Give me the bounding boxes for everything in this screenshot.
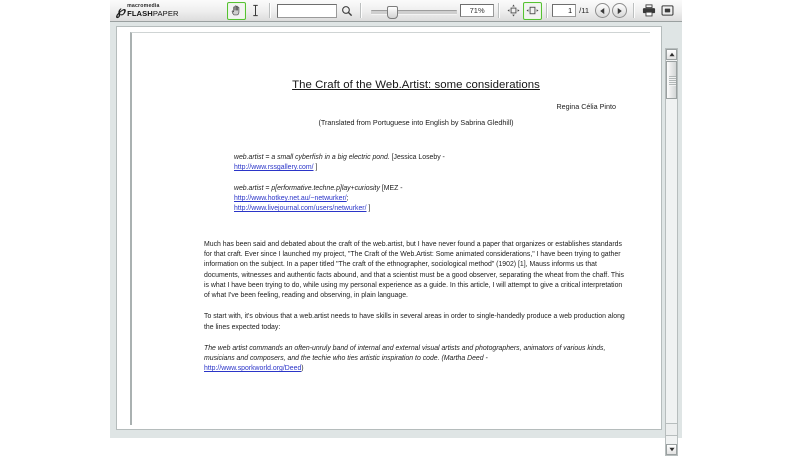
link-rssgallery[interactable]: http://www.rssgallery.com/	[234, 164, 314, 171]
print-button[interactable]	[639, 2, 658, 20]
save-disk-icon	[661, 4, 674, 17]
document-title: The Craft of the Web.Artist: some considerations	[292, 79, 540, 91]
text-select-tool-button[interactable]	[246, 2, 265, 20]
document-content	[204, 79, 628, 385]
hand-icon	[230, 4, 243, 17]
up-triangle-icon	[669, 52, 675, 57]
quote-martha-deed-text: The web artist commands an often-unruly band of internal and external visual artists and photographers, animators of various kinds, musicians and composers, and the techie who ties artistic inspiration to code. (Martha Deed -	[204, 344, 606, 362]
zoom-level-value: 71%	[469, 6, 485, 15]
page-number-input[interactable]	[552, 4, 576, 17]
page-total-label: /11	[579, 6, 589, 15]
toolbar-separator	[269, 3, 271, 18]
hand-tool-button[interactable]	[227, 2, 246, 20]
scrollbar-corner	[665, 423, 678, 436]
scroll-up-button[interactable]	[666, 49, 677, 60]
link-hotkey-netwurker[interactable]: http://www.hotkey.net.au/~netwurker/	[234, 195, 347, 202]
document-author: Regina Célia Pinto	[556, 102, 616, 111]
toolbar-separator	[360, 3, 362, 18]
brand-text	[127, 4, 179, 17]
toolbar-separator	[633, 3, 635, 18]
brand-flash: FLASH	[127, 8, 153, 18]
page-navigation	[595, 3, 629, 18]
macromedia-flashpaper-logo	[116, 4, 179, 17]
fit-page-button[interactable]	[504, 2, 523, 20]
epigraph-1-close: ]	[315, 164, 318, 171]
fit-width-icon	[526, 4, 539, 17]
next-page-button[interactable]	[612, 3, 627, 18]
previous-page-button[interactable]	[595, 3, 610, 18]
epigraph-2-close: ]	[368, 205, 371, 212]
zoom-level-input[interactable]	[460, 4, 494, 17]
brand-paper: PAPER	[152, 8, 179, 18]
body-paragraph-2: To start with, it's obvious that a web.artist needs to have skills in several areas in order to single-handedly produce a web production along the lines expected today:	[204, 313, 625, 331]
link-sporkworld-deed[interactable]: http://www.sporkworld.org/Deed	[204, 365, 302, 373]
epigraph-2-separator: ;	[346, 195, 349, 202]
search-input[interactable]	[277, 4, 337, 18]
epigraph-loseby	[234, 153, 628, 173]
printer-icon	[642, 4, 656, 17]
zoom-slider[interactable]	[371, 4, 457, 18]
epigraph-1-quote: web.artist = a small cyberfish in a big electric pond.	[234, 154, 390, 161]
fit-width-button[interactable]	[523, 2, 542, 20]
vertical-scrollbar[interactable]	[665, 48, 678, 456]
zoom-slider-track	[371, 10, 457, 15]
body-paragraph-1: Much has been said and debated about the craft of the web.artist, but I have never found a paper that organizes or establishes standards for that craft. Ever since I launched my project, "The Craft of the Web.Artist: Some animated considerations," I have been trying to gather information on the subject. In a paper titled "The craft of the ethnographer, sociological method" (1902) [1], Mauss informs us that documents, witnesses and authentic facts abound, and that a scientist must be a good observer, separating the wheat from the chaff. This is what I have been trying to do, while using my personal experience as a guide. In this article, I will attempt to give a critical interpretation of what I've been feeling, reading and observing, in plain language.	[204, 241, 624, 300]
zoom-slider-thumb[interactable]	[387, 6, 398, 19]
epigraph-2-quote: web.artist = p[erformative.techne.p]lay+curiosity	[234, 185, 380, 192]
right-triangle-icon	[616, 7, 623, 15]
toolbar-separator	[498, 3, 500, 18]
vertical-scrollbar-thumb[interactable]	[666, 61, 677, 99]
brand-flashpaper	[127, 10, 179, 18]
left-triangle-icon	[599, 7, 606, 15]
text-cursor-icon	[250, 4, 261, 17]
page-number-value: 1	[567, 6, 573, 15]
document-viewer[interactable]	[110, 22, 682, 438]
toolbar	[110, 0, 682, 22]
quote-close-paren: )	[301, 365, 304, 373]
macromedia-symbol-icon: ℘	[116, 2, 126, 18]
fit-page-icon	[507, 4, 520, 17]
brand-macromedia: macromedia	[127, 2, 160, 9]
scrollbar-grip-icon	[669, 76, 676, 86]
epigraph-mez	[234, 184, 628, 214]
link-livejournal-netwurker[interactable]: http://www.livejournal.com/users/netwurker/	[234, 205, 367, 212]
document-translator-credit: (Translated from Portuguese into English by Sabrina Gledhill)	[318, 118, 514, 127]
search-button[interactable]	[337, 2, 356, 20]
save-button[interactable]	[658, 2, 677, 20]
document-page	[130, 32, 650, 425]
toolbar-separator	[546, 3, 548, 18]
body-paragraph-3-quote	[204, 344, 628, 375]
viewer-canvas	[116, 26, 662, 430]
flashpaper-window	[110, 0, 682, 438]
epigraph-2-attribution: [MEZ -	[381, 185, 403, 192]
epigraph-1-attribution: [Jessica Loseby -	[391, 154, 445, 161]
search-icon	[341, 5, 353, 17]
